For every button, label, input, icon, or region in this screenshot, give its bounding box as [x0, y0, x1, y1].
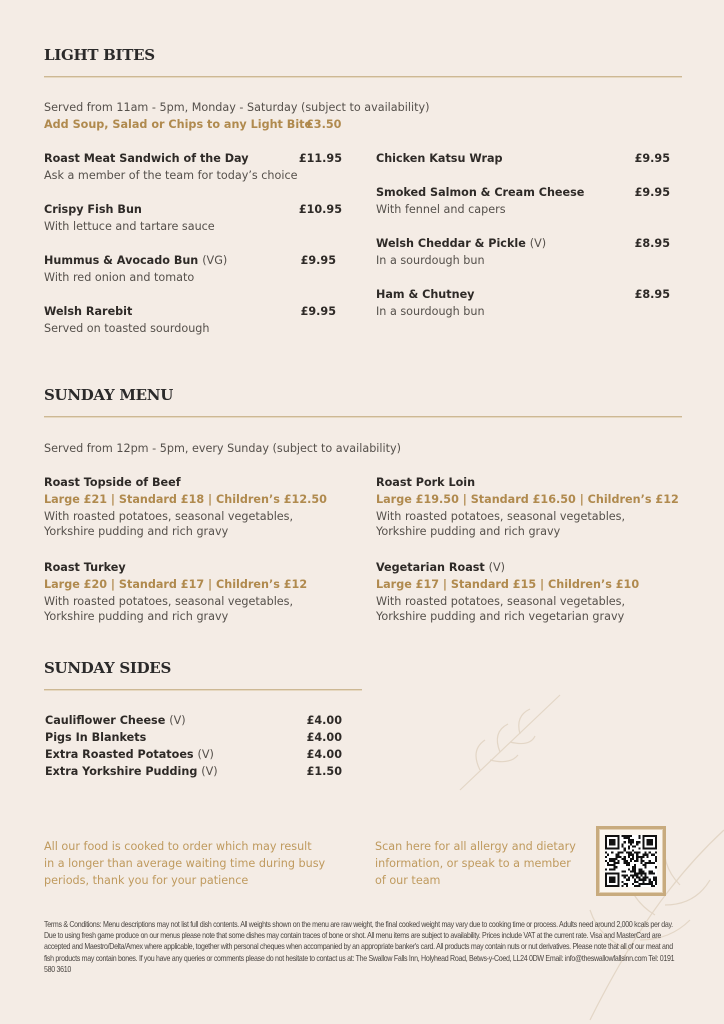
qr-module: [605, 868, 607, 870]
qr-module: [638, 837, 640, 839]
qr-module: [632, 877, 634, 879]
qr-module: [640, 879, 642, 881]
qr-module: [636, 854, 638, 856]
item-desc: With roasted potatoes, seasonal vegetables,: [376, 595, 626, 608]
qr-module: [651, 862, 653, 864]
side-price: £1.50: [306, 765, 342, 778]
item-name: Roast Topside of Beef: [44, 476, 181, 489]
qr-module: [617, 856, 619, 858]
qr-module: [649, 860, 651, 862]
qr-module: [640, 870, 642, 872]
qr-module: [645, 852, 647, 854]
section-title: SUNDAY SIDES: [44, 659, 171, 677]
allergy-qr-code[interactable]: [596, 826, 666, 896]
qr-module: [630, 839, 632, 841]
qr-module: [622, 858, 624, 860]
side-item: [45, 712, 342, 729]
qr-module: [632, 850, 634, 852]
qr-module: [645, 862, 647, 864]
qr-module: [615, 856, 617, 858]
qr-module: [626, 835, 628, 837]
qr-module: [632, 856, 634, 858]
side-item: [45, 746, 342, 763]
qr-module: [624, 860, 626, 862]
qr-module: [642, 856, 644, 858]
qr-module: [645, 877, 647, 879]
qr-module: [628, 868, 630, 870]
qr-module: [638, 879, 640, 881]
qr-module: [605, 856, 607, 858]
qr-module: [607, 864, 609, 866]
qr-module: [642, 881, 644, 883]
qr-module: [647, 854, 649, 856]
qr-module: [647, 839, 653, 845]
qr-module: [653, 877, 655, 879]
qr-module: [611, 864, 613, 866]
qr-module: [642, 870, 644, 872]
terms-and-conditions: Terms & Conditions: Menu descriptions may not list full dish contents. All weights shown on the menu are raw weight, the final cooked weight may vary due to cooking time or process. Adults need around 2,000 kcals per day. Due to using fresh game produce on our menus please note that some dishes may contain traces of bone or shot. All menu items are subject to availability. Prices include VAT at the current rate. Visa and MasterCard are accepted and Maestro/Delta/Amex where applicable, together with personal cheques when accompanied by an appropriate banker's card. All products may contain nuts or nut derivatives. Please note that all of our meat and fish products may contain bones. If you have any queries or comments please do not hesitate to contact us at: The Swallow Falls Inn, Holyhead Road, Betws-y-Coed, LL24 0DW Email: info@theswallowfallsinn.com Tel: 0191 580 3610: [44, 920, 675, 974]
qr-module: [624, 837, 626, 839]
qr-module: [649, 852, 651, 854]
item-prices: Large £21 | Standard £18 | Children’s £12.50: [44, 493, 327, 506]
qr-module: [624, 870, 626, 872]
qr-module: [647, 883, 649, 885]
diet-tag: (V): [201, 765, 218, 778]
qr-module: [611, 868, 613, 870]
qr-module: [613, 860, 615, 862]
qr-module: [628, 839, 630, 841]
qr-module: [626, 883, 628, 885]
qr-module: [632, 883, 634, 885]
notice-line: All our food is cooked to order which may result: [44, 840, 312, 853]
notice-line: periods, thank you for your patience: [44, 874, 249, 887]
qr-module: [653, 879, 655, 881]
qr-module: [651, 854, 653, 856]
qr-module: [624, 847, 626, 849]
allergy-notice: [375, 838, 576, 889]
item-desc: Yorkshire pudding and rich gravy: [44, 525, 229, 538]
item-price: £11.95: [298, 152, 342, 165]
qr-module: [626, 885, 628, 887]
item-desc: Served on toasted sourdough: [44, 322, 210, 335]
qr-module: [626, 879, 628, 881]
qr-module: [640, 875, 642, 877]
qr-module: [617, 862, 619, 864]
roast-item: [44, 559, 307, 625]
qr-module: [645, 854, 647, 856]
qr-module: [645, 872, 647, 874]
divider: [44, 689, 362, 691]
qr-module: [634, 881, 636, 883]
qr-module: [642, 877, 644, 879]
qr-module: [609, 858, 611, 860]
qr-module: [615, 854, 617, 856]
qr-module: [642, 860, 644, 862]
qr-module: [638, 852, 640, 854]
qr-module: [638, 841, 640, 843]
item-price: £8.95: [634, 237, 670, 250]
qr-module: [626, 862, 628, 864]
side-name-text: Extra Yorkshire Pudding: [45, 765, 198, 778]
qr-module: [611, 860, 613, 862]
qr-module: [630, 854, 632, 856]
diet-tag: (V): [529, 237, 547, 250]
qr-module: [645, 883, 647, 885]
qr-module: [630, 858, 632, 860]
notice-line: in a longer than average waiting time during busy: [44, 857, 326, 870]
qr-module: [636, 843, 638, 845]
side-name: [45, 746, 214, 763]
qr-module: [622, 835, 624, 837]
diet-tag: (VG): [202, 254, 228, 267]
item-prices: Large £20 | Standard £17 | Children’s £12: [44, 578, 308, 591]
qr-module: [640, 862, 642, 864]
qr-module: [632, 870, 634, 872]
qr-module: [609, 877, 615, 883]
item-price: £8.95: [634, 288, 670, 301]
qr-module: [640, 872, 642, 874]
qr-module: [647, 862, 649, 864]
item-desc: With fennel and capers: [376, 203, 506, 216]
qr-module: [636, 841, 638, 843]
diet-tag: (V): [488, 561, 506, 574]
item-name: Welsh Rarebit: [44, 305, 133, 318]
qr-module: [636, 856, 638, 858]
qr-module: [620, 856, 622, 858]
item-desc: With lettuce and tartare sauce: [44, 220, 215, 233]
qr-module: [640, 856, 642, 858]
qr-module: [634, 860, 636, 862]
item-name: Crispy Fish Bun: [44, 203, 142, 216]
qr-module: [640, 860, 642, 862]
item-price: £9.95: [300, 305, 336, 318]
side-price: £4.00: [306, 748, 342, 761]
qr-module: [653, 862, 655, 864]
item-name: Smoked Salmon & Cream Cheese: [376, 186, 585, 199]
qr-module: [634, 845, 636, 847]
qr-module: [642, 883, 644, 885]
side-price: £4.00: [306, 731, 342, 744]
qr-module: [624, 877, 626, 879]
qr-module: [634, 866, 636, 868]
qr-module: [636, 881, 638, 883]
item-price: £9.95: [634, 186, 670, 199]
qr-module: [647, 856, 649, 858]
qr-module: [628, 862, 630, 864]
qr-module: [630, 852, 632, 854]
qr-module: [638, 868, 640, 870]
qr-module: [613, 862, 615, 864]
qr-module: [617, 852, 619, 854]
qr-module: [628, 845, 630, 847]
qr-module: [624, 841, 626, 843]
qr-module: [628, 864, 630, 866]
qr-module: [636, 875, 638, 877]
qr-module: [647, 877, 649, 879]
cooking-notice: [44, 838, 325, 889]
qr-module: [636, 885, 638, 887]
item-name: [376, 559, 639, 576]
qr-module: [649, 879, 651, 881]
qr-module: [634, 864, 636, 866]
qr-module: [626, 864, 628, 866]
qr-module: [649, 862, 651, 864]
item-price: £10.95: [298, 203, 342, 216]
qr-module: [628, 837, 630, 839]
qr-module: [615, 866, 617, 868]
qr-module: [632, 854, 634, 856]
qr-module: [609, 860, 611, 862]
qr-module: [611, 852, 613, 854]
allergy-line: information, or speak to a member: [375, 857, 571, 870]
item-desc: In a sourdough bun: [376, 305, 485, 318]
qr-module: [645, 864, 647, 866]
qr-module: [651, 870, 653, 872]
qr-module: [642, 879, 644, 881]
qr-module: [632, 841, 634, 843]
qr-module: [638, 847, 640, 849]
qr-module: [630, 875, 632, 877]
item-desc: Yorkshire pudding and rich gravy: [44, 610, 229, 623]
qr-module: [626, 852, 628, 854]
qr-module: [655, 858, 657, 860]
item-name-text: Welsh Cheddar & Pickle: [376, 237, 526, 250]
item-desc: In a sourdough bun: [376, 254, 485, 267]
qr-module: [609, 868, 611, 870]
side-name-text: Cauliflower Cheese: [45, 714, 166, 727]
qr-module: [626, 837, 628, 839]
item-desc: Yorkshire pudding and rich gravy: [376, 525, 561, 538]
qr-module: [628, 841, 630, 843]
qr-module: [617, 854, 619, 856]
qr-module: [651, 885, 653, 887]
qr-module: [636, 872, 638, 874]
qr-module: [615, 862, 617, 864]
side-item: [45, 729, 342, 746]
qr-module: [628, 852, 630, 854]
side-item: [45, 763, 342, 780]
qr-module: [638, 835, 640, 837]
item-name: Roast Meat Sandwich of the Day: [44, 152, 249, 165]
qr-module: [611, 858, 613, 860]
qr-module: [609, 864, 611, 866]
qr-module: [628, 877, 630, 879]
qr-module: [655, 879, 657, 881]
item-name: [376, 235, 546, 252]
qr-module: [628, 856, 630, 858]
roast-item: [44, 474, 327, 540]
item-name: Roast Pork Loin: [376, 476, 476, 489]
qr-module: [634, 852, 636, 854]
qr-module: [605, 852, 607, 854]
qr-module: [632, 858, 634, 860]
qr-module: [651, 883, 653, 885]
qr-module: [605, 860, 607, 862]
item-price: £9.95: [634, 152, 670, 165]
qr-module: [632, 866, 634, 868]
qr-module: [622, 881, 624, 883]
qr-module: [634, 879, 636, 881]
qr-module: [636, 860, 638, 862]
qr-module: [607, 854, 609, 856]
qr-module: [622, 885, 624, 887]
qr-module: [638, 872, 640, 874]
qr-module: [622, 843, 624, 845]
qr-module: [632, 868, 634, 870]
roast-item: [376, 474, 679, 540]
side-name: [45, 712, 186, 729]
section-title: SUNDAY MENU: [44, 386, 173, 404]
item-name: Roast Turkey: [44, 561, 126, 574]
qr-module: [655, 883, 657, 885]
qr-module: [638, 856, 640, 858]
qr-module: [632, 845, 634, 847]
qr-module: [613, 864, 615, 866]
item-desc: Ask a member of the team for today’s choice: [44, 169, 298, 182]
qr-module: [630, 860, 632, 862]
item-prices: Large £17 | Standard £15 | Children’s £10: [376, 578, 640, 591]
roast-item: [376, 559, 639, 625]
qr-module: [624, 835, 626, 837]
qr-module: [630, 843, 632, 845]
allergy-line: Scan here for all allergy and dietary: [375, 840, 576, 853]
qr-module: [640, 883, 642, 885]
item-name-text: Hummus & Avocado Bun: [44, 254, 199, 267]
qr-module: [628, 847, 630, 849]
qr-module: [628, 879, 630, 881]
item-prices: Large £19.50 | Standard £16.50 | Children’s £12: [376, 493, 679, 506]
qr-module: [624, 862, 626, 864]
item-desc: With red onion and tomato: [44, 271, 195, 284]
qr-module: [613, 868, 615, 870]
diet-tag: (V): [169, 714, 186, 727]
qr-module: [640, 858, 642, 860]
qr-module: [617, 860, 619, 862]
qr-module: [634, 870, 636, 872]
qr-module: [634, 872, 636, 874]
qr-module: [630, 841, 632, 843]
qr-module: [626, 875, 628, 877]
qr-module: [649, 872, 651, 874]
qr-module: [624, 883, 626, 885]
item-price: £9.95: [300, 254, 336, 267]
qr-module: [649, 881, 651, 883]
qr-module: [615, 858, 617, 860]
qr-module: [655, 877, 657, 879]
qr-module: [630, 870, 632, 872]
qr-module: [638, 883, 640, 885]
qr-module: [645, 879, 647, 881]
qr-module: [636, 858, 638, 860]
qr-module: [638, 870, 640, 872]
qr-module: [620, 852, 622, 854]
qr-module: [634, 868, 636, 870]
side-name: Pigs In Blankets: [45, 731, 147, 744]
sides-list: [45, 712, 342, 780]
qr-module: [626, 860, 628, 862]
qr-module: [649, 883, 651, 885]
qr-module: [624, 850, 626, 852]
qr-module: [634, 875, 636, 877]
qr-module: [622, 845, 624, 847]
addon-label: Add Soup, Salad or Chips to any Light Bite: [44, 118, 313, 131]
side-name-text: Extra Roasted Potatoes: [45, 748, 194, 761]
qr-module: [607, 862, 609, 864]
qr-code-icon: [605, 835, 657, 887]
qr-module: [640, 868, 642, 870]
qr-module: [655, 866, 657, 868]
qr-module: [609, 839, 615, 845]
item-name: [44, 252, 227, 269]
qr-module: [628, 835, 630, 837]
qr-module: [653, 885, 655, 887]
side-price: £4.00: [306, 714, 342, 727]
qr-module: [638, 885, 640, 887]
qr-module: [624, 875, 626, 877]
item-name: Ham & Chutney: [376, 288, 475, 301]
qr-module: [630, 835, 632, 837]
qr-module: [624, 858, 626, 860]
qr-module: [634, 885, 636, 887]
qr-module: [645, 875, 647, 877]
qr-module: [622, 870, 624, 872]
qr-module: [638, 877, 640, 879]
qr-module: [649, 870, 651, 872]
qr-module: [613, 858, 615, 860]
divider: [44, 416, 682, 418]
item-desc: With roasted potatoes, seasonal vegetables,: [44, 595, 294, 608]
qr-module: [645, 866, 647, 868]
qr-module: [636, 877, 638, 879]
diet-tag: (V): [197, 748, 214, 761]
qr-module: [628, 854, 630, 856]
item-name: Chicken Katsu Wrap: [376, 152, 503, 165]
addon-price: £3.50: [306, 118, 342, 131]
qr-module: [632, 839, 634, 841]
item-desc: With roasted potatoes, seasonal vegetables,: [44, 510, 294, 523]
qr-module: [655, 860, 657, 862]
side-name: [45, 763, 218, 780]
qr-module: [636, 852, 638, 854]
allergy-line: of our team: [375, 874, 441, 887]
item-name-text: Vegetarian Roast: [376, 561, 485, 574]
qr-module: [632, 875, 634, 877]
qr-module: [622, 875, 624, 877]
qr-module: [653, 872, 655, 874]
served-note: Served from 11am - 5pm, Monday - Saturday (subject to availability): [44, 101, 430, 114]
qr-module: [642, 872, 644, 874]
qr-module: [651, 872, 653, 874]
qr-module: [642, 854, 644, 856]
qr-module: [655, 881, 657, 883]
qr-module: [624, 856, 626, 858]
served-note: Served from 12pm - 5pm, every Sunday (subject to availability): [44, 442, 401, 455]
qr-module: [655, 856, 657, 858]
qr-module: [622, 852, 624, 854]
qr-module: [655, 852, 657, 854]
qr-module: [642, 864, 644, 866]
qr-module: [653, 854, 655, 856]
item-desc: Yorkshire pudding and rich vegetarian gravy: [376, 610, 625, 623]
divider: [44, 76, 682, 78]
qr-module: [651, 881, 653, 883]
section-title: LIGHT BITES: [44, 46, 155, 64]
qr-module: [613, 866, 615, 868]
item-desc: With roasted potatoes, seasonal vegetables,: [376, 510, 626, 523]
